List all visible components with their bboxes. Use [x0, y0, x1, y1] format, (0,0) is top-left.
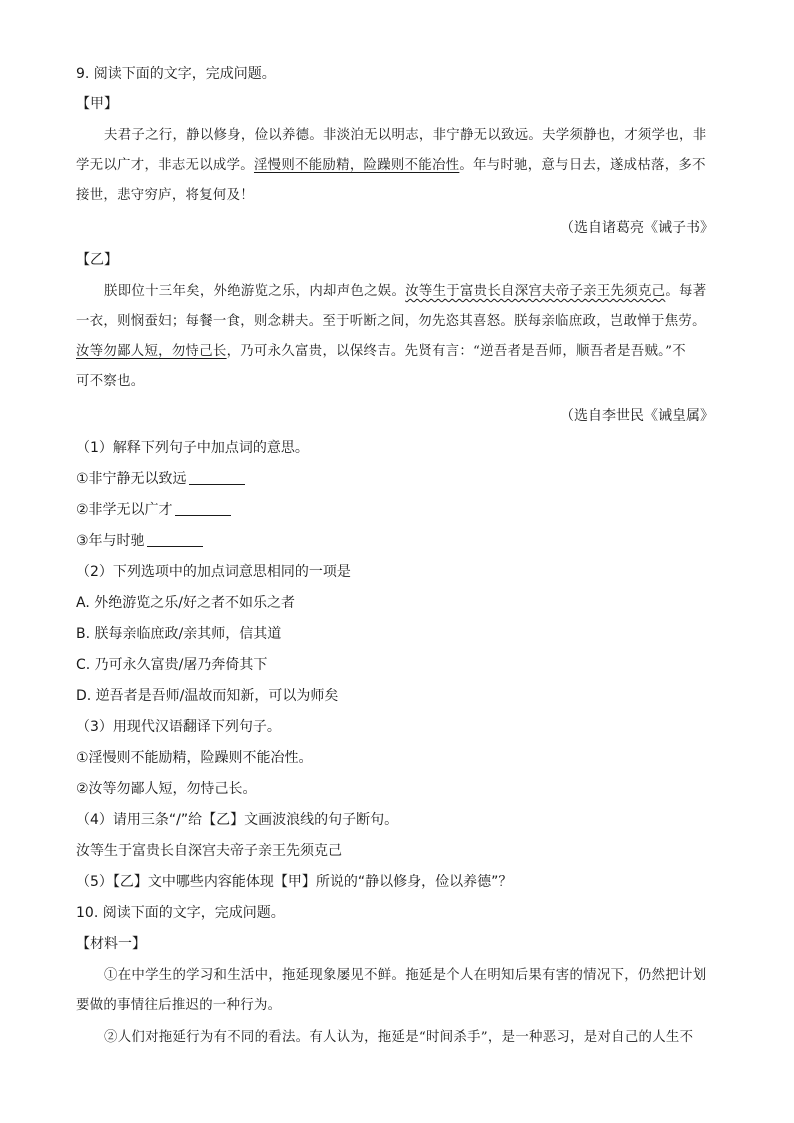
- sub1-item-a: [76, 469, 245, 489]
- sub-question-1: （1）解释下列句子中加点词的意思。: [76, 440, 309, 456]
- q9-title: 9. 阅读下面的文字，完成问题。: [76, 66, 276, 82]
- sub1-item-c: [76, 531, 203, 551]
- option-d: D. 逆吾者是吾师/温故而知新，可以为师矣: [76, 688, 339, 704]
- sub1-item-b: [76, 500, 231, 520]
- jia-underlined-sentence: 淫慢则不能励精，险躁则不能冶性: [253, 158, 460, 173]
- jia-text-line-3: 接世，悲守穷庐，将复何及！: [76, 188, 254, 203]
- jia-source: （选自诸葛亮《诫子书》: [560, 220, 714, 236]
- yi-text-line-3: [76, 342, 686, 362]
- yi-text-line-2: 一衣，则悯蚕妇；每餐一食，则念耕夫。至于听断之间，勿先恣其喜怒。朕每亲临庶政，岂敢惮于焦劳。: [76, 314, 706, 329]
- sub1-item-c-text: ③年与时驰: [76, 533, 145, 549]
- material-1-para-1-line-1: ①在中学生的学习和生活中，拖延现象屡见不鲜。拖延是个人在明知后果有害的情况下，仍然把计划: [104, 968, 707, 983]
- answer-blank[interactable]: [189, 470, 245, 485]
- sub4-sentence: 汝等生于富贵长自深宫夫帝子亲王先须克己: [76, 843, 342, 859]
- answer-blank[interactable]: [175, 501, 231, 516]
- yi-source: （选自李世民《诫皇属》: [560, 408, 714, 424]
- sub-question-5: （5）【乙】文中哪些内容能体现【甲】所说的“静以修身，俭以养德”？: [76, 874, 513, 890]
- yi-text-1a: 朕即位十三年矣，外绝游览之乐，内却声色之娱。: [104, 284, 406, 299]
- sub-question-3: （3）用现代汉语翻译下列句子。: [76, 719, 281, 735]
- sub-question-4: （4）请用三条“/”给【乙】文画波浪线的句子断句。: [76, 812, 399, 828]
- sub3-item-b: ②汝等勿鄙人短，勿恃己长。: [76, 781, 257, 797]
- yi-underlined-sentence: 汝等勿鄙人短，勿恃己长: [76, 344, 227, 359]
- option-b: B. 朕每亲临庶政/亲其师，信其道: [76, 626, 282, 642]
- sub3-item-a: ①淫慢则不能励精，险躁则不能冶性。: [76, 750, 313, 766]
- material-1-para-2-line-1: ②人们对拖延行为有不同的看法。有人认为，拖延是“时间杀手”，是一种恶习，是对自己的人生不: [104, 1030, 694, 1045]
- jia-label: 【甲】: [76, 96, 118, 112]
- jia-text-line-2: [76, 156, 706, 176]
- answer-blank[interactable]: [147, 532, 203, 547]
- material-1-para-1-line-2: 要做的事情往后推迟的一种行为。: [76, 998, 282, 1013]
- sub1-item-a-text: ①非宁静无以致远: [76, 471, 187, 487]
- yi-wavy-sentence: 汝等生于富贵长自深宫夫帝子亲王先须克己: [405, 284, 666, 299]
- yi-text-1c: 。每著: [665, 284, 707, 299]
- jia-text-line-1: 夫君子之行，静以修身，俭以养德。非淡泊无以明志，非宁静无以致远。夫学须静也，才须学也，非: [104, 128, 707, 143]
- yi-text-line-1: [76, 282, 706, 302]
- jia-text-2a: 学无以广才，非志无以成学。: [76, 158, 254, 173]
- yi-label: 【乙】: [76, 252, 118, 268]
- option-a: A. 外绝游览之乐/好之者不如乐之者: [76, 595, 295, 611]
- yi-text-3b: ，乃可永久富贵，以保终吉。先贤有言：“逆吾者是吾师，顺吾者是吾贼。”不: [226, 344, 686, 359]
- yi-text-line-4: 可不察也。: [76, 374, 145, 389]
- sub1-item-b-text: ②非学无以广才: [76, 502, 173, 518]
- material-1-label: 【材料一】: [76, 936, 146, 952]
- jia-text-2c: 。年与时驰，意与日去，遂成枯落，多不: [459, 158, 706, 173]
- option-c: C. 乃可永久富贵/屠乃奔倚其下: [76, 657, 268, 673]
- sub-question-2: （2）下列选项中的加点词意思相同的一项是: [76, 564, 351, 580]
- q10-title: 10. 阅读下面的文字，完成问题。: [76, 905, 285, 921]
